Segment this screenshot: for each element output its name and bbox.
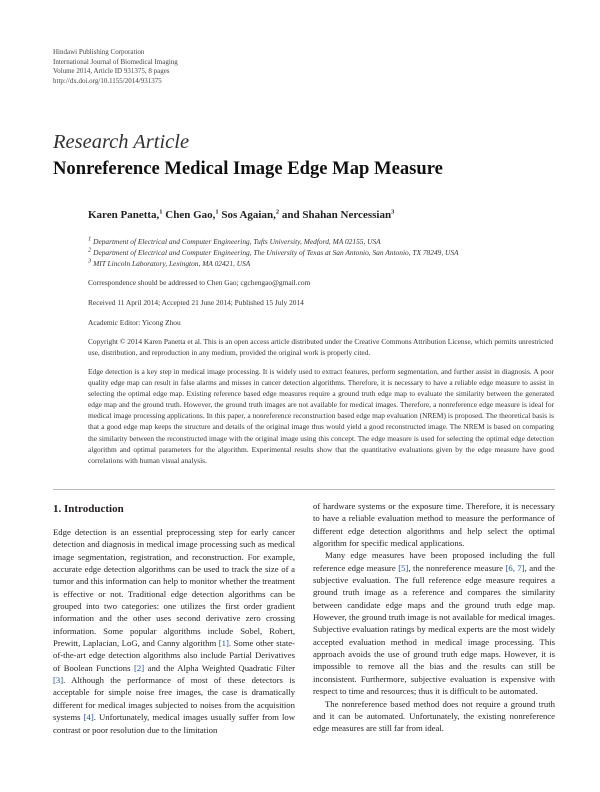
author-name: Chen Gao, [165,209,216,221]
body-text: . Although the performance of most of these detectors is acceptable for simple noise free images, the case is dramatically different for medical images subjected to noises from the acquisition systems [53,675,295,723]
affiliation-mark: 3 [88,257,92,265]
body-text: Edge detection is an essential preprocessing step for early cancer detection and diagnosis in medical image processing such as medical image segmentation, registration, and reconstruction. For example, accurate edge detection algorithms can be used to track the size of a tumor and this information can help to monitor whether the treatment is effective or not. Traditional edge detection algorithms can be grouped into two categories: one utilizes the first order gradient information and the other uses second derivative zero crossing information. Some popular algorithms include Sobel, Robert, Prewitt, Laplacian, LoG, and Canny algorithm [53,527,295,649]
affiliation-item [88,258,459,269]
body-text: . Unfortunately, medical images usually suffer from low contrast or poor resolution due to the limitation [53,712,295,735]
affiliation-item [88,236,459,247]
author-affil-mark: 2 [275,208,280,216]
citation-link[interactable]: [5] [398,562,409,573]
volume-info: Volume 2014, Article ID 931375, 8 pages [53,67,170,75]
body-text: and the Alpha Weighted Quadratic Filter [144,662,295,673]
affiliation-item [88,247,459,258]
abstract: Edge detection is a key step in medical image processing. It is widely used to extract features, perform segmentation, and further assist in diagnosis. A poor quality edge map can result in false alarms and misses in cancer detection algorithms. Therefore, it is necessary to have a reliable edge measure to assist in selecting the optimal edge map. Existing reference based edge measures require a ground truth edge map to evaluate the similarity between the generated edge map and the ground truth. However, the ground truth images are not available for medical images. Therefore, a nonreference edge measure is ideal for medical image processing applications. In this paper, a nonreference reconstruction based edge map evaluation (NREM) is proposed. The theoretical basis is that a good edge map keeps the structure and details of the original image thus would yield a good reconstructed image. The NREM is based on comparing the similarity between the reconstructed image with the original image using this concept. The edge measure is used for selecting the optimal edge detection algorithm and optimal parameters for the algorithm. Experimental results show that the quantitative evaluations given by the edge measure have good correlations with human visual analysis. [88,367,554,465]
body-paragraph [53,526,295,736]
author-name: Karen Panetta, [88,209,160,221]
affiliation-mark: 2 [88,246,92,254]
section-heading: 1. Introduction [53,503,124,515]
affiliation-text: MIT Lincoln Laboratory, Lexington, MA 02421, USA [93,259,251,269]
author-affil-mark: 1 [159,208,163,216]
body-text: , and the subjective evaluation. The full reference edge measure requires a ground truth image as a reference and compares the similarity between candidate edge maps and the ground truth edge map. However, the ground truth image is not available for medical images. Subjective evaluation ratings by medical experts are the most widely accepted evaluation method in medical image processing. This approach avoids the use of ground truth edge maps. However, it is impossible to remove all the bias and the results can still be inconsistent. Furthermore, subjective evaluation is expensive with respect to time and resources; thus it is difficult to be automated. [313,562,555,697]
author-list [88,209,394,221]
body-paragraph: of hardware systems or the exposure time. Therefore, it is necessary to have a reliable evaluation method to measure the performance of different edge detection algorithms and help select the optimal algorithm for specific medical applications. [313,501,555,549]
doi-link[interactable]: http://dx.doi.org/10.1155/2014/931375 [53,76,162,85]
academic-editor: Academic Editor: Yicong Zhou [88,318,181,327]
affiliation-text: Department of Electrical and Computer Engineering, Tufts University, Medford, MA 02155, USA [93,237,381,246]
body-text: Many edge measures have been proposed including the full reference edge measure [313,550,555,573]
section-divider [53,489,555,490]
author-name: and Shahan Nercessian [281,209,392,221]
publisher: Hindawi Publishing Corporation [53,48,145,56]
left-column [53,503,295,736]
journal-header [53,48,178,86]
body-paragraph: The nonreference based method does not require a ground truth and it can be automated. Unfortunately, the existing nonreference edge measures are still far from ideal. [313,698,555,734]
author-affil-mark: 3 [391,208,395,216]
body-paragraph [313,549,555,697]
citation-link[interactable]: [3] [53,675,64,686]
right-column [313,500,555,735]
body-text: . Some other state-of-the-art edge detection algorithms also include Partial Derivatives of Boolean Functions [53,638,295,673]
affiliations [88,236,459,270]
citation-link[interactable]: [2] [133,662,145,673]
citation-link[interactable]: [4] [83,712,94,723]
affiliation-text: Department of Electrical and Computer Engineering, The University of Texas at San Antonio, San Antonio, TX 78249, USA [93,248,459,258]
author-name: Sos Agaian, [221,209,276,221]
article-type: Research Article [53,131,190,153]
citation-link[interactable]: [1] [218,638,229,649]
author-affil-mark: 1 [215,208,219,216]
publication-dates: Received 11 April 2014; Accepted 21 June 2014; Published 15 July 2014 [88,298,304,307]
correspondence: Correspondence should be addressed to Chen Gao; cgchengao@gmail.com [88,278,311,287]
citation-link[interactable]: [6, 7] [505,562,525,573]
affiliation-mark: 1 [88,235,92,243]
copyright-notice: Copyright © 2014 Karen Panetta et al. This is an open access article distributed under the Creative Commons Attribution License, which permits unrestricted use, distribution, and reproduction in any medium, provided the original work is properly cited. [88,337,554,358]
article-title: Nonreference Medical Image Edge Map Measure [53,158,443,179]
body-text: , the nonreference measure [408,562,506,573]
journal-name: International Journal of Biomedical Imaging [53,57,178,66]
